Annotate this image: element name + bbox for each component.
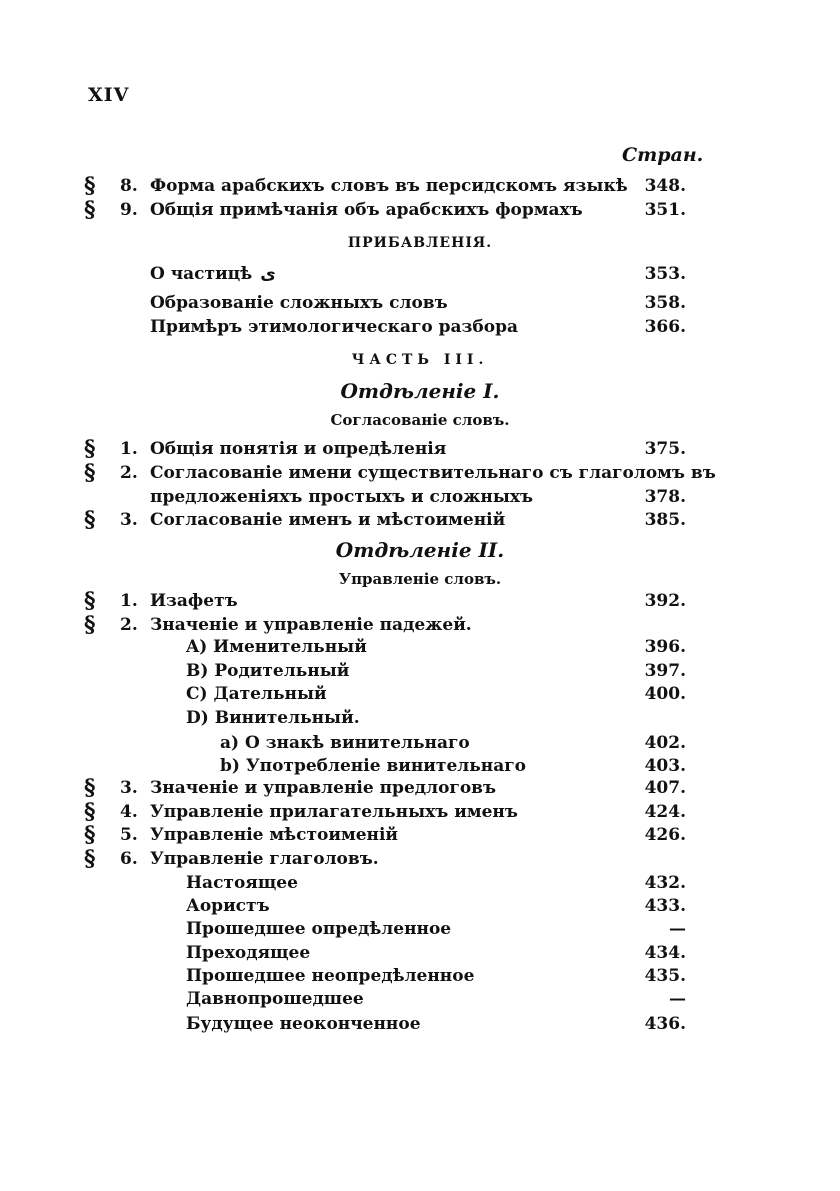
entry-page: 436. (644, 1014, 686, 1034)
toc-row[interactable] (0, 987, 840, 1011)
entry-title: Форма арабскихъ словъ въ персидскомъ языкѣ (150, 176, 628, 196)
entry-number: 3. (120, 510, 138, 530)
entry-page: 366. (644, 317, 686, 337)
entry-page: 434. (644, 943, 686, 963)
toc-row[interactable] (0, 800, 840, 824)
entry-page: 433. (644, 896, 686, 916)
toc-row[interactable] (0, 941, 840, 965)
entry-title: Примѣръ этимологическаго разбора (150, 317, 518, 337)
entry-title: Управленіе прилагательныхъ именъ (150, 802, 518, 822)
section-sign: § (84, 197, 96, 223)
toc-row[interactable] (0, 485, 840, 509)
page-number: XIV (88, 84, 130, 106)
section-sign: § (84, 436, 96, 462)
toc-row[interactable] (0, 917, 840, 941)
toc-row[interactable] (0, 437, 840, 461)
entry-page: 351. (644, 200, 686, 220)
entry-title: Управленіе глаголовъ. (150, 849, 379, 869)
entry-number: 1. (120, 591, 138, 611)
section-sign: § (84, 846, 96, 872)
entry-title: предложеніяхъ простыхъ и сложныхъ (150, 487, 534, 507)
entry-page: 424. (644, 802, 686, 822)
entry-title: Давнопрошедшее (186, 989, 364, 1009)
entry-title: a) О знакѣ винительнаго (220, 733, 470, 753)
section-sign: § (84, 173, 96, 199)
entry-page: 402. (644, 733, 686, 753)
toc-row[interactable] (0, 847, 840, 871)
entry-title: Согласованіе имени существительнаго съ глаголомъ въ (150, 463, 716, 483)
section-sign: § (84, 588, 96, 614)
entry-title: B) Родительный (186, 661, 350, 681)
entry-page: — (669, 919, 686, 939)
entry-title: Аористъ (186, 896, 270, 916)
toc-row[interactable] (0, 198, 840, 222)
section-sign: § (84, 775, 96, 801)
toc-row[interactable] (0, 894, 840, 918)
entry-page: 375. (644, 439, 686, 459)
entry-page: 426. (644, 825, 686, 845)
entry-title: Настоящее (186, 873, 298, 893)
entry-title: Изафетъ (150, 591, 238, 611)
entry-page: 407. (644, 778, 686, 798)
division-subtitle: Согласованіе словъ. (330, 411, 510, 429)
toc-row[interactable] (0, 262, 840, 286)
additions-heading: ПРИБАВЛЕНІЯ. (347, 235, 493, 251)
division-title: Отдѣленіе I. (340, 379, 500, 403)
entry-title: D) Винительный. (186, 708, 360, 728)
part-heading: ЧАСТЬ III. (351, 352, 489, 368)
toc-row[interactable] (0, 754, 840, 778)
entry-title: Управленіе мѣстоименій (150, 825, 399, 845)
entry-page: 358. (644, 293, 686, 313)
entry-page: 397. (644, 661, 686, 681)
entry-title: Преходящее (186, 943, 311, 963)
entry-number: 2. (120, 463, 138, 483)
section-sign: § (84, 460, 96, 486)
entry-page: 385. (644, 510, 686, 530)
entry-number: 9. (120, 200, 138, 220)
entry-page: — (669, 989, 686, 1009)
entry-page: 353. (644, 264, 686, 284)
entry-number: 6. (120, 849, 138, 869)
entry-page: 400. (644, 684, 686, 704)
entry-number: 5. (120, 825, 138, 845)
entry-title: Будущее неоконченное (186, 1014, 421, 1034)
toc-row[interactable] (0, 659, 840, 683)
toc-row[interactable] (0, 823, 840, 847)
division-title: Отдѣленіе II. (335, 538, 505, 562)
toc-row[interactable] (0, 315, 840, 339)
entry-title: О частицѣ ی (150, 264, 276, 284)
toc-row[interactable] (0, 871, 840, 895)
section-sign: § (84, 507, 96, 533)
entry-title: Значеніе и управленіе предлоговъ (150, 778, 497, 798)
entry-page: 396. (644, 637, 686, 657)
entry-number: 1. (120, 439, 138, 459)
toc-row[interactable] (0, 1012, 840, 1036)
entry-title: A) Именительный (186, 637, 367, 657)
entry-title: C) Дательный (186, 684, 327, 704)
entry-number: 4. (120, 802, 138, 822)
entry-number: 3. (120, 778, 138, 798)
toc-row[interactable] (0, 635, 840, 659)
entry-title: Общія примѣчанія объ арабскихъ формахъ (150, 200, 583, 220)
entry-page: 403. (644, 756, 686, 776)
entry-page: 432. (644, 873, 686, 893)
entry-number: 8. (120, 176, 138, 196)
entry-title: Образованіе сложныхъ словъ (150, 293, 448, 313)
entry-title: Общія понятія и опредѣленія (150, 439, 447, 459)
toc-row[interactable] (0, 706, 840, 730)
toc-row[interactable] (0, 964, 840, 988)
entry-title: Значеніе и управленіе падежей. (150, 615, 472, 635)
toc-row[interactable] (0, 508, 840, 532)
toc-row[interactable] (0, 174, 840, 198)
toc-row[interactable] (0, 682, 840, 706)
toc-row[interactable] (0, 613, 840, 637)
toc-row[interactable] (0, 589, 840, 613)
entry-title: Согласованіе именъ и мѣстоименій (150, 510, 506, 530)
section-sign: § (84, 612, 96, 638)
entry-number: 2. (120, 615, 138, 635)
arabic-particle: ی (260, 264, 276, 284)
toc-row[interactable] (0, 461, 840, 485)
section-sign: § (84, 822, 96, 848)
entry-title: Прошедшее опредѣленное (186, 919, 452, 939)
toc-row[interactable] (0, 291, 840, 315)
entry-page: 378. (644, 487, 686, 507)
section-sign: § (84, 799, 96, 825)
division-subtitle: Управленіе словъ. (338, 570, 502, 588)
toc-row[interactable] (0, 731, 840, 755)
entry-page: 392. (644, 591, 686, 611)
toc-row[interactable] (0, 776, 840, 800)
page-column-header: Стран. (622, 144, 704, 166)
entry-page: 348. (644, 176, 686, 196)
entry-page: 435. (644, 966, 686, 986)
entry-title: Прошедшее неопредѣленное (186, 966, 475, 986)
entry-title: b) Употребленіе винительнаго (220, 756, 526, 776)
